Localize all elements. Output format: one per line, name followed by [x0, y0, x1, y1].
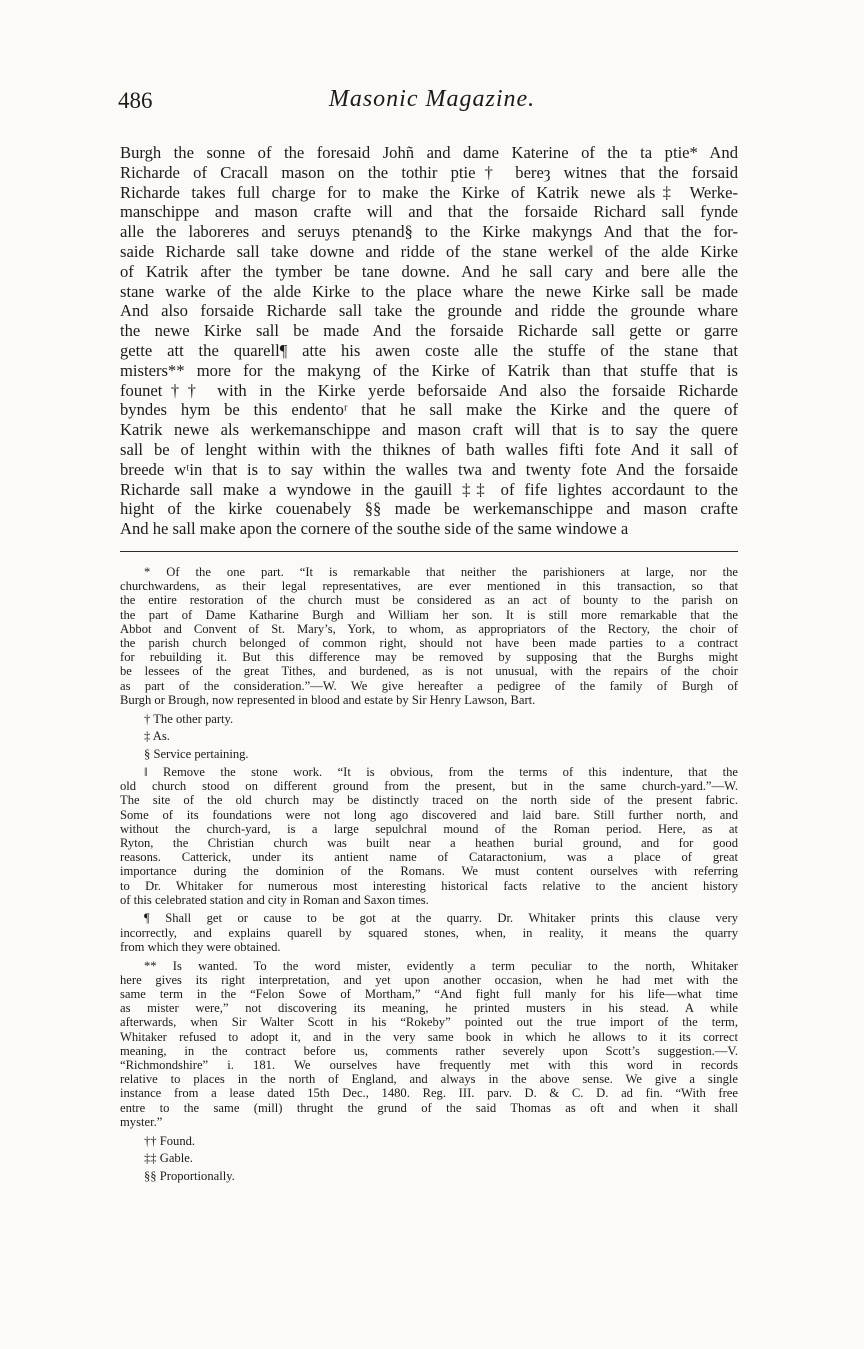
body-line: manschippe and mason crafte will and that the forsaide Richard sall fynde [120, 202, 738, 222]
footnote-line: same term in the “Felon Sowe of Mortham,” “And fight full manly for his life—what time [120, 986, 738, 1001]
body-line: Richarde of Cracall mason on the tothir ptie† bereȝ witnes that the forsaid [120, 162, 738, 182]
footnote-line: Abbot and Convent of St. Mary’s, York, to whom, as appropriators of the Rectory, the choir of [120, 621, 738, 636]
footnotes [120, 565, 738, 1187]
footnote-line: entre to the same (mill) thrught the grund of the said Thomas as oft and when it shall [120, 1100, 738, 1115]
footnote-line: reasons. Catterick, under its antient name of Cataractonium, was a place of great [120, 850, 738, 865]
footnote-line: the parish church belonged of common right, should not have been made parties to a contract [120, 636, 738, 651]
running-title: Masonic Magazine. [328, 86, 536, 112]
footnote-line: for rebuilding it. But this difference may be removed by supposing that the Burghs might [120, 650, 738, 665]
footnote-line: be lessees of the great Tithes, and burdened, as is not unusual, with the repairs of the choir [120, 664, 738, 679]
footnote-line: ‖ Remove the stone work. “It is obvious, from the terms of this indenture, that the [144, 764, 738, 779]
body-line: byndes hym be this endentoʳ that he sall make the Kirke and the quere of [120, 400, 738, 420]
footnote-line: ** Is wanted. To the word mister, evidently a term peculiar to the north, Whitaker [144, 958, 738, 973]
body-line: Richarde takes full charge for to make the Kirke of Katrik newe als‡ Werke- [120, 182, 738, 202]
footnote-line: without the church-yard, is a large sepulchral mound of the Roman period. Here, as at [120, 821, 738, 836]
body-line: gette att the quarell¶ atte his awen coste alle the stuffe of the stane that [120, 340, 738, 360]
body-line: Burgh the sonne of the foresaid Johñ and dame Katerine of the ta ptie* And [120, 143, 738, 162]
footnote-line: from which they were obtained. [120, 939, 281, 954]
footnote-line: instance from a lease dated 15th Dec., 1480. Reg. III. parv. D. & C. D. ad fin. “With free [120, 1086, 738, 1101]
footnote-3: ‡ As. [144, 729, 170, 744]
body-line: And also forsaide Richarde sall take the grounde and ridde the grounde whare [120, 301, 738, 321]
page-number: 486 [118, 88, 153, 113]
body-line: breede wᵗin that is to say within the walles twa and twenty fote And the forsaide [120, 459, 738, 479]
body-line: of Katrik after the tymber be tane downe. And he sall cary and bere alle the [120, 261, 738, 281]
footnote-2: † The other party. [144, 711, 234, 726]
body-line: alle the laboreres and seruys ptenand§ to the Kirke makyngs And that the for- [120, 222, 738, 242]
body-line: stane warke of the alde Kirke to the place whare the newe Kirke sall be made [120, 281, 738, 301]
footnote-line: ¶ Shall get or cause to be got at the quarry. Dr. Whitaker prints this clause very [144, 911, 738, 926]
footnote-line: Some of its foundations were not long ago discovered and laid bare. Still further north, and [120, 807, 738, 822]
footnote-line: relative to places in the north of England, and always in the above sense. We give a single [120, 1072, 738, 1087]
footnote-5 [120, 765, 738, 907]
footnote-line: “Richmondshire” i. 181. We ourselves have frequently met with this word in records [120, 1057, 738, 1072]
footnote-9: ‡‡ Gable. [144, 1151, 193, 1166]
footnote-line: * Of the one part. “It is remarkable that neither the parishioners at large, nor the [144, 565, 738, 579]
footnote-line: Burgh or Brough, now represented in blood and estate by Sir Henry Lawson, Bart. [120, 692, 536, 707]
footnote-divider [120, 551, 738, 552]
footnote-line: as mister were,” not discovering its meaning, he printed musters in his stead. A while [120, 1001, 738, 1016]
body-line: founet†† with in the Kirke yerde beforsaide And also the forsaide Richarde [120, 380, 738, 400]
footnote-line: incorrectly, and explains quarell by squared stones, when, in reality, it means the quarry [120, 925, 738, 940]
main-text [120, 143, 738, 539]
footnote-line: churchwardens, as their legal representatives, are ever mentioned in this transaction, so that [120, 579, 738, 594]
footnote-line: meaning, in the contract before us, comments rather severely upon Scott’s suggestion.—V. [120, 1043, 738, 1058]
footnote-1 [120, 565, 738, 707]
footnote-line: to Dr. Whitaker for numerous most interesting historical facts relative to the ancient history [120, 878, 738, 893]
footnote-line: the part of Dame Katharine Burgh and William her son. It is still more remarkable that the [120, 607, 738, 622]
footnote-10: §§ Proportionally. [144, 1169, 235, 1184]
footnote-line: as part of the consideration.”—W. We give hereafter a pedigree of the family of Burgh of [120, 678, 738, 693]
body-line: And he sall make apon the cornere of the southe side of the same windowe a [120, 519, 629, 539]
body-line: sall be of lenght within with the thiknes of bath walles fifti fote And it sall of [120, 439, 738, 459]
body-line: Richarde sall make a wyndowe in the gauill ‡‡ of fife lightes accordaunt to the [120, 479, 738, 499]
footnote-6 [120, 911, 738, 954]
footnote-line: of this celebrated station and city in Roman and Saxon times. [120, 892, 429, 907]
footnote-line: the entire restoration of the church must be considered as an act of bounty to the parish on [120, 593, 738, 608]
body-line: saide Richarde sall take downe and ridde of the stane werke‖ of the alde Kirke [120, 241, 738, 261]
footnote-line: importance during the dominion of the Romans. We must content ourselves with referring [120, 864, 738, 879]
body-line: hight of the kirke couenabely §§ made be werkemanschippe and mason crafte [120, 499, 738, 519]
footnote-line: afterwards, when Sir Walter Scott in his “Rokeby” pointed out the true import of the term, [120, 1015, 738, 1030]
footnote-line: The site of the old church may be distinctly traced on the north side of the present fabric. [120, 793, 738, 808]
body-line: the newe Kirke sall be made And the forsaide Richarde sall gette or garre [120, 321, 738, 341]
footnote-line: myster.” [120, 1114, 163, 1129]
footnote-line: Ryton, the Christian church was built near a heathen burial ground, and for good [120, 835, 738, 850]
footnote-8: †† Found. [144, 1133, 196, 1148]
footnote-line: here gives its right interpretation, and yet upon another occasion, when he had met with the [120, 972, 738, 987]
footnote-line: old church stood on different ground from the present, but in the same church-yard.”—W. [120, 779, 738, 794]
footnote-line: Whitaker refused to adopt it, and in the very same book in which he allows to it its correct [120, 1029, 738, 1044]
footnote-7 [120, 959, 738, 1129]
body-line: misters** more for the makyng of the Kirke of Katrik than that stuffe that is [120, 360, 738, 380]
footnote-4: § Service pertaining. [144, 747, 249, 762]
body-line: Katrik newe als werkemanschippe and mason craft will that is to say the quere [120, 420, 738, 440]
